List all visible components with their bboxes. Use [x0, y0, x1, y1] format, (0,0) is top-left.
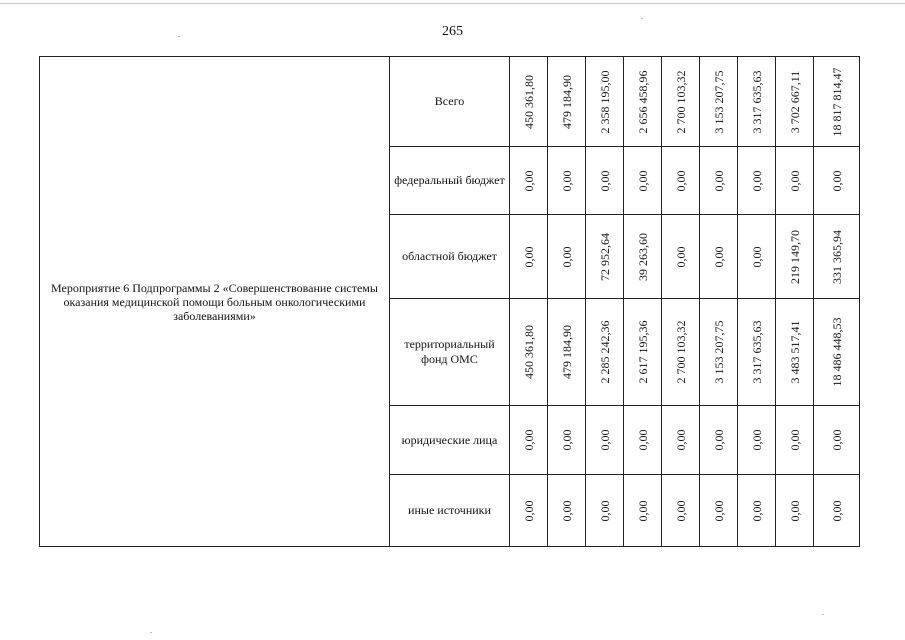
- table-body: [40, 57, 860, 547]
- amount-cell: [662, 406, 700, 475]
- amount-cell: [586, 215, 624, 299]
- scan-speck: [178, 36, 180, 37]
- funding-source-label: юридические лица: [390, 406, 510, 475]
- amount-value: 479 184,90: [559, 74, 574, 129]
- amount-cell: [776, 299, 814, 406]
- amount-value: 0,00: [635, 500, 650, 521]
- amount-value: 0,00: [787, 170, 802, 191]
- measure-title: Мероприятие 6 Подпрограммы 2 «Совершенствование системы оказания медицинской помощи больным онкологическими заболеваниями»: [40, 57, 390, 547]
- amount-cell: [662, 475, 700, 547]
- amount-value: 479 184,90: [559, 325, 574, 379]
- amount-cell: [776, 475, 814, 547]
- amount-cell: [662, 147, 700, 215]
- amount-cell: [776, 406, 814, 475]
- amount-value: 0,00: [635, 170, 650, 191]
- amount-cell: [700, 475, 738, 547]
- amount-cell: [662, 299, 700, 406]
- amount-cell: [510, 215, 548, 299]
- amount-cell: [548, 215, 586, 299]
- amount-value: 0,00: [829, 500, 844, 521]
- amount-cell: [510, 475, 548, 547]
- amount-cell: [510, 57, 548, 147]
- amount-value: 3 483 517,41: [787, 320, 802, 384]
- amount-value: 0,00: [787, 429, 802, 451]
- amount-cell: [700, 215, 738, 299]
- amount-value: 3 317 635,63: [749, 320, 764, 384]
- amount-cell: [738, 147, 776, 215]
- funding-source-label: областной бюджет: [390, 215, 510, 299]
- amount-cell: [776, 215, 814, 299]
- amount-cell: [662, 57, 700, 147]
- amount-value: 3 153 207,75: [711, 70, 726, 133]
- amount-cell: [548, 147, 586, 215]
- amount-cell: [510, 147, 548, 215]
- amount-cell: [510, 406, 548, 475]
- amount-cell: [814, 147, 860, 215]
- amount-cell: [624, 57, 662, 147]
- amount-value: 2 700 103,32: [673, 70, 688, 133]
- funding-source-label: иные источники: [390, 475, 510, 547]
- amount-cell: [814, 57, 860, 147]
- amount-value: 0,00: [749, 170, 764, 191]
- amount-cell: [548, 475, 586, 547]
- amount-value: 0,00: [521, 429, 536, 451]
- amount-value: 18 486 448,53: [829, 317, 844, 387]
- amount-cell: [510, 299, 548, 406]
- scan-speck: [641, 18, 643, 19]
- amount-cell: [624, 215, 662, 299]
- amount-cell: [586, 57, 624, 147]
- amount-value: 0,00: [673, 429, 688, 451]
- amount-cell: [586, 475, 624, 547]
- amount-value: 2 617 195,36: [635, 320, 650, 384]
- funding-source-label: территориальный фонд ОМС: [390, 299, 510, 406]
- amount-value: 0,00: [521, 246, 536, 267]
- amount-cell: [548, 57, 586, 147]
- amount-value: 0,00: [749, 429, 764, 451]
- amount-value: 72 952,64: [597, 232, 612, 281]
- amount-cell: [738, 406, 776, 475]
- amount-cell: [624, 299, 662, 406]
- amount-value: 0,00: [711, 246, 726, 267]
- amount-value: 2 358 195,00: [597, 70, 612, 133]
- amount-cell: [738, 299, 776, 406]
- amount-cell: [814, 475, 860, 547]
- amount-value: 0,00: [597, 170, 612, 191]
- amount-cell: [586, 299, 624, 406]
- amount-value: 0,00: [673, 246, 688, 267]
- amount-cell: [662, 215, 700, 299]
- amount-cell: [776, 147, 814, 215]
- financing-table: [39, 56, 860, 547]
- amount-cell: [586, 147, 624, 215]
- funding-source-label: Всего: [390, 57, 510, 147]
- amount-value: 18 817 814,47: [829, 67, 844, 136]
- amount-value: 0,00: [829, 170, 844, 191]
- amount-cell: [814, 215, 860, 299]
- amount-cell: [700, 147, 738, 215]
- amount-value: 2 656 458,96: [635, 70, 650, 133]
- amount-value: 2 700 103,32: [673, 320, 688, 384]
- amount-cell: [548, 299, 586, 406]
- amount-value: 3 702 667,11: [787, 70, 802, 133]
- amount-value: 0,00: [559, 500, 574, 521]
- amount-cell: [624, 147, 662, 215]
- amount-value: 0,00: [673, 170, 688, 191]
- amount-value: 2 285 242,36: [597, 320, 612, 384]
- amount-value: 0,00: [673, 500, 688, 521]
- amount-cell: [624, 475, 662, 547]
- amount-value: 450 361,80: [521, 325, 536, 379]
- amount-value: 0,00: [711, 500, 726, 521]
- table-row: [40, 57, 860, 147]
- amount-value: 39 263,60: [635, 232, 650, 281]
- amount-cell: [700, 406, 738, 475]
- amount-cell: [738, 215, 776, 299]
- amount-cell: [738, 475, 776, 547]
- amount-value: 0,00: [559, 429, 574, 451]
- funding-source-label: федеральный бюджет: [390, 147, 510, 215]
- amount-cell: [814, 299, 860, 406]
- amount-cell: [700, 57, 738, 147]
- amount-cell: [548, 406, 586, 475]
- amount-value: 331 365,94: [829, 229, 844, 284]
- amount-value: 0,00: [521, 500, 536, 521]
- amount-value: 0,00: [787, 500, 802, 521]
- amount-value: 0,00: [597, 500, 612, 521]
- amount-cell: [738, 57, 776, 147]
- amount-cell: [814, 406, 860, 475]
- amount-value: 0,00: [521, 170, 536, 191]
- page-number: 265: [442, 24, 463, 39]
- amount-value: 0,00: [829, 429, 844, 451]
- amount-cell: [624, 406, 662, 475]
- amount-value: 450 361,80: [521, 74, 536, 129]
- amount-value: 0,00: [749, 500, 764, 521]
- amount-value: 0,00: [711, 170, 726, 191]
- amount-value: 219 149,70: [787, 229, 802, 284]
- page-top-rule: [0, 3, 905, 4]
- amount-value: 0,00: [559, 246, 574, 267]
- amount-cell: [700, 299, 738, 406]
- amount-value: 3 317 635,63: [749, 70, 764, 133]
- amount-cell: [776, 57, 814, 147]
- amount-value: 0,00: [559, 170, 574, 191]
- amount-cell: [586, 406, 624, 475]
- amount-value: 0,00: [597, 429, 612, 451]
- scan-speck: [150, 632, 152, 633]
- amount-value: 0,00: [635, 429, 650, 451]
- scan-speck: [822, 614, 824, 615]
- amount-value: 0,00: [749, 246, 764, 267]
- amount-value: 0,00: [711, 429, 726, 451]
- amount-value: 3 153 207,75: [711, 320, 726, 384]
